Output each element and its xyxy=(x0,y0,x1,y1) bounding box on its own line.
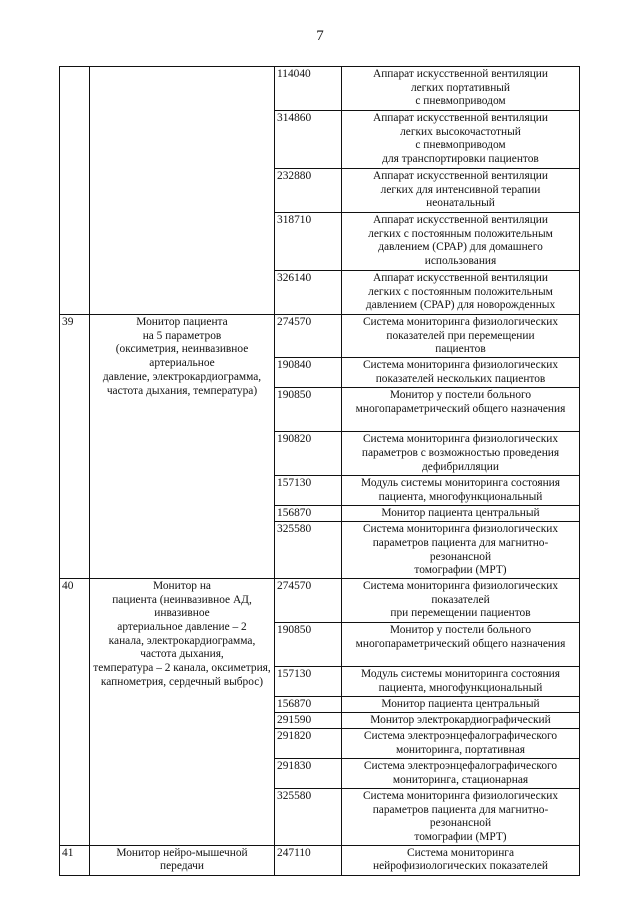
item-code: 247110 xyxy=(275,845,342,875)
item-code: 157130 xyxy=(275,476,342,506)
item-description: Модуль системы мониторинга состояния пациента, многофункциональный xyxy=(342,476,580,506)
item-description: Монитор пациента центральный xyxy=(342,696,580,712)
item-description: Система мониторинга физиологических параметров пациента для магнитно-резонансной томографии (МРТ) xyxy=(342,522,580,579)
item-description: Система электроэнцефалографического мониторинга, портативная xyxy=(342,728,580,758)
row-number: 41 xyxy=(60,845,90,875)
item-code: 232880 xyxy=(275,169,342,213)
item-code: 326140 xyxy=(275,271,342,315)
item-code: 274570 xyxy=(275,315,342,358)
page-number: 7 xyxy=(316,28,324,44)
item-description: Система мониторинга физиологических параметров пациента для магнитно-резонансной томографии (МРТ) xyxy=(342,788,580,845)
row-number: 39 xyxy=(60,315,90,579)
table-row xyxy=(60,578,580,622)
item-description: Аппарат искусственной вентиляции легких для интенсивной терапии неонатальный xyxy=(342,169,580,213)
item-code: 190850 xyxy=(275,388,342,432)
item-description: Аппарат искусственной вентиляции легких высокочастотный с пневмоприводом для транспортировки пациентов xyxy=(342,111,580,169)
item-description: Аппарат искусственной вентиляции легких портативный с пневмоприводом xyxy=(342,67,580,111)
item-description: Аппарат искусственной вентиляции легких с постоянным положительным давлением (СРАР) для домашнего использования xyxy=(342,213,580,271)
item-code: 274570 xyxy=(275,578,342,622)
device-name: Монитор на пациента (неинвазивное АД, инвазивное артериальное давление – 2 канала, электрокардиограмма, частота дыхания, температура – 2 канала, оксиметрия, капнометрия, сердечный выброс) xyxy=(90,578,275,845)
table-row xyxy=(60,67,580,111)
item-code: 325580 xyxy=(275,788,342,845)
row-number xyxy=(60,67,90,315)
device-name: Монитор нейро-мышечной передачи xyxy=(90,845,275,875)
row-number: 40 xyxy=(60,578,90,845)
item-code: 190840 xyxy=(275,358,342,388)
equipment-table xyxy=(59,66,580,876)
item-code: 291830 xyxy=(275,758,342,788)
item-code: 157130 xyxy=(275,666,342,696)
item-code: 156870 xyxy=(275,506,342,522)
item-description: Система мониторинга физиологических показателей при перемещении пациентов xyxy=(342,578,580,622)
item-description: Система мониторинга физиологических параметров с возможностью проведения дефибрилляции xyxy=(342,432,580,476)
item-description: Монитор электрокардиографический xyxy=(342,712,580,728)
item-code: 156870 xyxy=(275,696,342,712)
item-code: 190850 xyxy=(275,622,342,666)
table-row xyxy=(60,845,580,875)
item-code: 114040 xyxy=(275,67,342,111)
item-code: 314860 xyxy=(275,111,342,169)
item-code: 190820 xyxy=(275,432,342,476)
item-description: Монитор пациента центральный xyxy=(342,506,580,522)
device-name xyxy=(90,67,275,315)
device-name: Монитор пациента на 5 параметров (оксиметрия, неинвазивное артериальное давление, электрокардиограмма, частота дыхания, температура) xyxy=(90,315,275,579)
item-code: 291590 xyxy=(275,712,342,728)
item-code: 291820 xyxy=(275,728,342,758)
item-description: Система мониторинга физиологических показателей нескольких пациентов xyxy=(342,358,580,388)
item-description: Аппарат искусственной вентиляции легких с постоянным положительным давлением (СРАР) для новорожденных xyxy=(342,271,580,315)
item-description: Система мониторинга нейрофизиологических показателей xyxy=(342,845,580,875)
table-row xyxy=(60,315,580,358)
item-description: Монитор у постели больного многопараметрический общего назначения xyxy=(342,622,580,666)
item-description: Монитор у постели больного многопараметрический общего назначения xyxy=(342,388,580,432)
item-description: Модуль системы мониторинга состояния пациента, многофункциональный xyxy=(342,666,580,696)
item-description: Система мониторинга физиологических показателей при перемещении пациентов xyxy=(342,315,580,358)
item-description: Система электроэнцефалографического мониторинга, стационарная xyxy=(342,758,580,788)
item-code: 318710 xyxy=(275,213,342,271)
item-code: 325580 xyxy=(275,522,342,579)
